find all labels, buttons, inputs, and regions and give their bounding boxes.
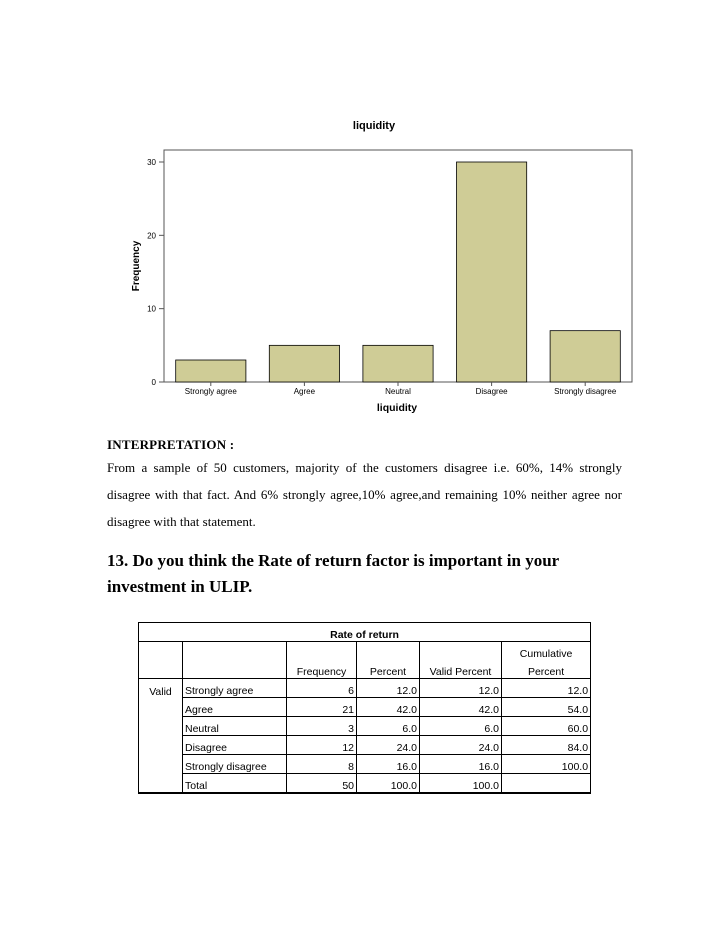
row-label: Disagree (183, 736, 287, 755)
table-row (139, 717, 591, 736)
valid-percent-cell: 6.0 (420, 717, 502, 736)
cumulative-cell: 12.0 (502, 679, 591, 698)
interpretation-heading: INTERPRETATION : (107, 437, 235, 452)
bar (176, 360, 246, 382)
valid-percent-cell: 24.0 (420, 736, 502, 755)
liquidity-bar-chart (0, 0, 728, 430)
interpretation-text: From a sample of 50 customers, majority of the customers disagree i.e. 60%, 14% strongly disagree with that fact. And 6% strongly agree,10% agree,and remaining 10% neither agree nor disagree with that statement. (107, 460, 622, 529)
x-tick-label: Strongly agree (184, 387, 237, 396)
frequency-cell: 12 (287, 736, 357, 755)
percent-cell: 42.0 (357, 698, 420, 717)
table-row (139, 736, 591, 755)
row-label: Total (183, 774, 287, 794)
valid-percent-cell: 16.0 (420, 755, 502, 774)
valid-percent-header: Valid Percent (420, 660, 502, 679)
bars-group (176, 162, 621, 382)
cumulative-percent-header: Percent (502, 660, 591, 679)
x-tick-label: Neutral (385, 387, 411, 396)
frequency-cell: 21 (287, 698, 357, 717)
percent-header: Percent (357, 660, 420, 679)
valid-percent-cell: 100.0 (420, 774, 502, 794)
valid-percent-cell: 42.0 (420, 698, 502, 717)
frequency-cell: 6 (287, 679, 357, 698)
percent-cell: 100.0 (357, 774, 420, 794)
x-tick-label: Disagree (475, 387, 508, 396)
percent-cell: 24.0 (357, 736, 420, 755)
bar (457, 162, 527, 382)
row-label: Strongly disagree (183, 755, 287, 774)
cumulative-cell: 54.0 (502, 698, 591, 717)
table-caption: Rate of return (139, 623, 591, 642)
header-row-2 (139, 660, 591, 679)
bar (363, 345, 433, 382)
y-tick-label: 0 (151, 378, 156, 387)
row-label: Agree (183, 698, 287, 717)
bar (550, 331, 620, 382)
percent-cell: 12.0 (357, 679, 420, 698)
table-row (139, 679, 591, 698)
table-row (139, 755, 591, 774)
percent-cell: 16.0 (357, 755, 420, 774)
row-label: Neutral (183, 717, 287, 736)
valid-percent-cell: 12.0 (420, 679, 502, 698)
frequency-cell: 50 (287, 774, 357, 794)
x-axis-label: liquidity (376, 402, 418, 414)
chart-title: liquidity (352, 120, 396, 132)
header-row-1 (139, 642, 591, 661)
table-caption-row (139, 623, 591, 642)
y-axis-label: Frequency (131, 240, 142, 292)
table-row (139, 698, 591, 717)
y-tick-label: 30 (147, 158, 156, 167)
y-tick-label: 10 (147, 304, 156, 314)
group-label: Valid (139, 679, 183, 698)
cumulative-cell: 60.0 (502, 717, 591, 736)
row-label: Strongly agree (183, 679, 287, 698)
cumulative-header: Cumulative (502, 642, 591, 661)
cumulative-cell (502, 774, 591, 794)
frequency-cell: 3 (287, 717, 357, 736)
frequency-cell: 8 (287, 755, 357, 774)
x-axis (185, 382, 617, 396)
y-tick-label: 20 (147, 231, 156, 241)
cumulative-cell: 100.0 (502, 755, 591, 774)
rate-of-return-table (138, 622, 590, 794)
question-title: 13. Do you think the Rate of return factor is important in your investment in ULIP. (107, 551, 559, 596)
table-row (139, 774, 591, 794)
bar (269, 345, 339, 382)
percent-cell: 6.0 (357, 717, 420, 736)
frequency-table (138, 622, 591, 794)
cumulative-cell: 84.0 (502, 736, 591, 755)
x-tick-label: Agree (293, 387, 316, 396)
y-axis (147, 158, 164, 387)
frequency-header: Frequency (287, 660, 357, 679)
x-tick-label: Strongly disagree (554, 387, 617, 396)
